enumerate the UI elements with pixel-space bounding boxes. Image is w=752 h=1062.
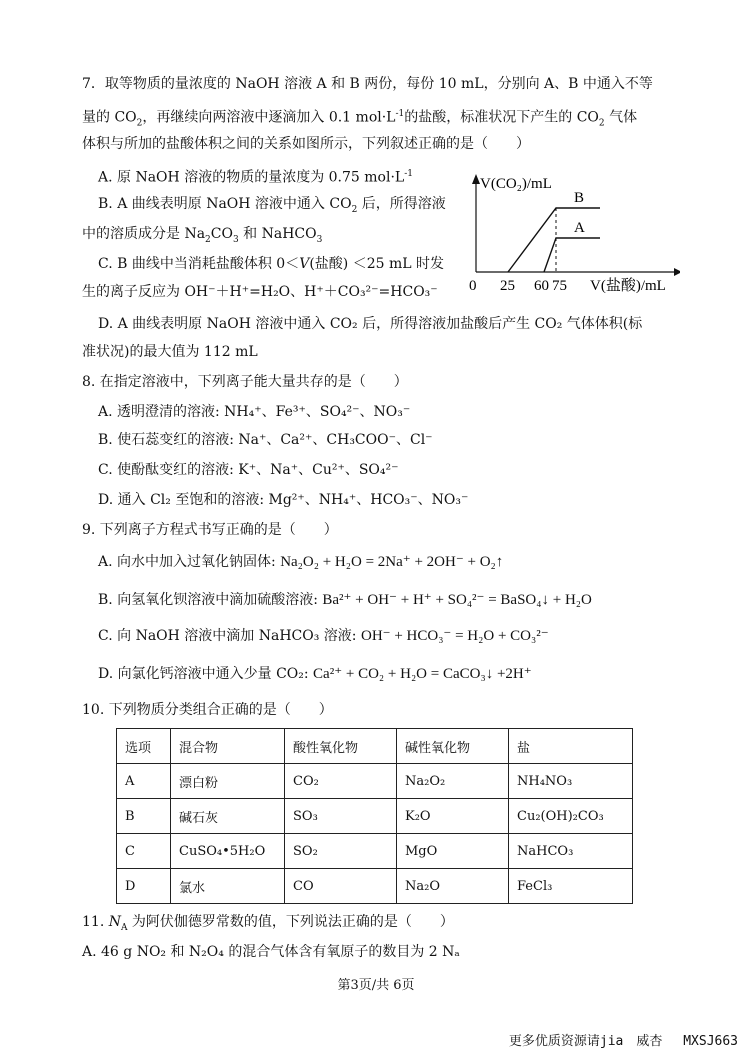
q9-stem: 9. 下列离子方程式书写正确的是（ ） — [82, 522, 338, 538]
table-cell: B — [117, 799, 171, 834]
table-cell: 氯水 — [171, 869, 285, 904]
q11-stem: 11. $N_A$ 为阿伏伽德罗常数的值，下列说法正确的是（ ） — [82, 914, 454, 933]
table-cell: C — [117, 834, 171, 869]
q9-option-d: D. 向氯化钙溶液中通入少量 CO₂: Ca²⁺ + CO₂ + H₂O = CaCO₃↓ +2H⁺ — [98, 666, 532, 682]
table-cell: FeCl₃ — [509, 869, 633, 904]
table-cell: MgO — [397, 834, 509, 869]
q7-option-c-line1: C. B 曲线中当消耗盐酸体积 0＜V(盐酸) ＜25 mL 时发 — [98, 256, 445, 272]
y-axis-arrow — [472, 174, 480, 184]
table-header-cell: 酸性氧化物 — [285, 729, 397, 764]
table-header-row — [117, 729, 633, 764]
q8-option-a: A. 透明澄清的溶液: NH₄⁺、Fe³⁺、SO₄²⁻、NO₃⁻ — [98, 404, 411, 420]
q7-stem-line1: 7．取等物质的量浓度的 NaOH 溶液 A 和 B 两份，每份 10 mL，分别向 A、B 中通入不等 — [82, 76, 653, 92]
q7-option-c-line2: 生的离子反应为 OH⁻＋H⁺=H₂O、H⁺＋CO₃²⁻=HCO₃⁻ — [82, 284, 438, 300]
table-cell: A — [117, 764, 171, 799]
q8-option-b: B. 使石蕊变红的溶液: Na⁺、Ca²⁺、CH₃COO⁻、Cl⁻ — [98, 432, 433, 448]
q7-option-a: A. 原 NaOH 溶液的物质的量浓度为 0.75 $mol\cdot L^{-1}$ — [98, 169, 413, 186]
tick-60: 60 — [534, 278, 549, 294]
q8-option-c: C. 使酚酞变红的溶液: K⁺、Na⁺、Cu²⁺、SO₄²⁻ — [98, 462, 399, 478]
table-header-cell: 混合物 — [171, 729, 285, 764]
table-header-cell: 碱性氧化物 — [397, 729, 509, 764]
y-axis-label: V(CO₂)/mL — [480, 176, 552, 192]
curve-b-label: B — [574, 190, 585, 206]
table-cell: CO — [285, 869, 397, 904]
table-header-cell: 选项 — [117, 729, 171, 764]
x-axis-label: V(盐酸)/mL — [590, 278, 666, 294]
table-cell: Cu₂(OH)₂CO₃ — [509, 799, 633, 834]
curve-a — [544, 238, 600, 272]
promo-text: 更多优质资源请jia 威杏 MXSJ663 — [508, 1034, 738, 1049]
table-header-cell: 盐 — [509, 729, 633, 764]
q9-option-b: B. 向氢氧化钡溶液中滴加硫酸溶液: Ba²⁺ + OH⁻ + H⁺ + SO₄²⁻ = BaSO₄↓ + H₂O — [98, 592, 592, 608]
tick-0: 0 — [469, 278, 477, 294]
q7-option-d-line1: D. A 曲线表明原 NaOH 溶液中通入 CO₂ 后，所得溶液加盐酸后产生 CO₂ 气体体积(标 — [98, 316, 643, 332]
co2-hcl-graph — [460, 168, 680, 298]
table-cell: SO₃ — [285, 799, 397, 834]
tick-75: 75 — [552, 278, 567, 294]
q7-stem-line3: 体积与所加的盐酸体积之间的关系如图所示，下列叙述正确的是（ ） — [82, 136, 530, 152]
x-axis-arrow — [674, 268, 680, 276]
table-cell: CO₂ — [285, 764, 397, 799]
table-cell: Na₂O — [397, 869, 509, 904]
q8-option-d: D. 通入 Cl₂ 至饱和的溶液: Mg²⁺、NH₄⁺、HCO₃⁻、NO₃⁻ — [98, 492, 469, 508]
table-cell: D — [117, 869, 171, 904]
curve-a-label: A — [574, 220, 585, 236]
table-cell: CuSO₄•5H₂O — [171, 834, 285, 869]
q7-option-b-line2: 中的溶质成分是 $Na_2CO_3$ 和 NaHCO$_3$ — [82, 226, 323, 245]
q7-option-b-line1: B. A 曲线表明原 NaOH 溶液中通入 $CO_2$ 后，所得溶液 — [98, 196, 446, 215]
q9-option-a: A. 向水中加入过氧化钠固体: Na₂O₂ + H₂O = 2Na⁺ + 2OH⁻ + O₂↑ — [98, 554, 504, 570]
table-row — [117, 764, 633, 799]
curve-b — [508, 208, 600, 272]
q7-option-d-line2: 准状况)的最大值为 112 mL — [82, 344, 258, 360]
table-row — [117, 834, 633, 869]
q11-option-a: A. 46 g NO₂ 和 N₂O₄ 的混合气体含有氧原子的数目为 2 Nₐ — [82, 944, 460, 960]
q9-option-c: C. 向 NaOH 溶液中滴加 NaHCO₃ 溶液: OH⁻ + HCO₃⁻ = H₂O + CO₃²⁻ — [98, 628, 549, 644]
table-cell: Na₂O₂ — [397, 764, 509, 799]
page-footer: 第3页/共 6页 — [337, 978, 415, 993]
table-cell: 碱石灰 — [171, 799, 285, 834]
table-cell: NaHCO₃ — [509, 834, 633, 869]
classification-table — [116, 728, 633, 904]
table-cell: K₂O — [397, 799, 509, 834]
table-cell: SO₂ — [285, 834, 397, 869]
tick-25: 25 — [500, 278, 515, 294]
table-row — [117, 799, 633, 834]
table-cell: NH₄NO₃ — [509, 764, 633, 799]
q10-stem: 10. 下列物质分类组合正确的是（ ） — [82, 702, 333, 718]
q7-stem-line2: 量的 $CO_2$，再继续向两溶液中逐滴加入 0.1 $mol\cdot L^{-1}$的盐酸，标准状况下产生的 $CO_2$ 气体 — [82, 109, 638, 129]
table-cell: 漂白粉 — [171, 764, 285, 799]
q8-stem: 8. 在指定溶液中，下列离子能大量共存的是（ ） — [82, 374, 408, 390]
table-row — [117, 869, 633, 904]
